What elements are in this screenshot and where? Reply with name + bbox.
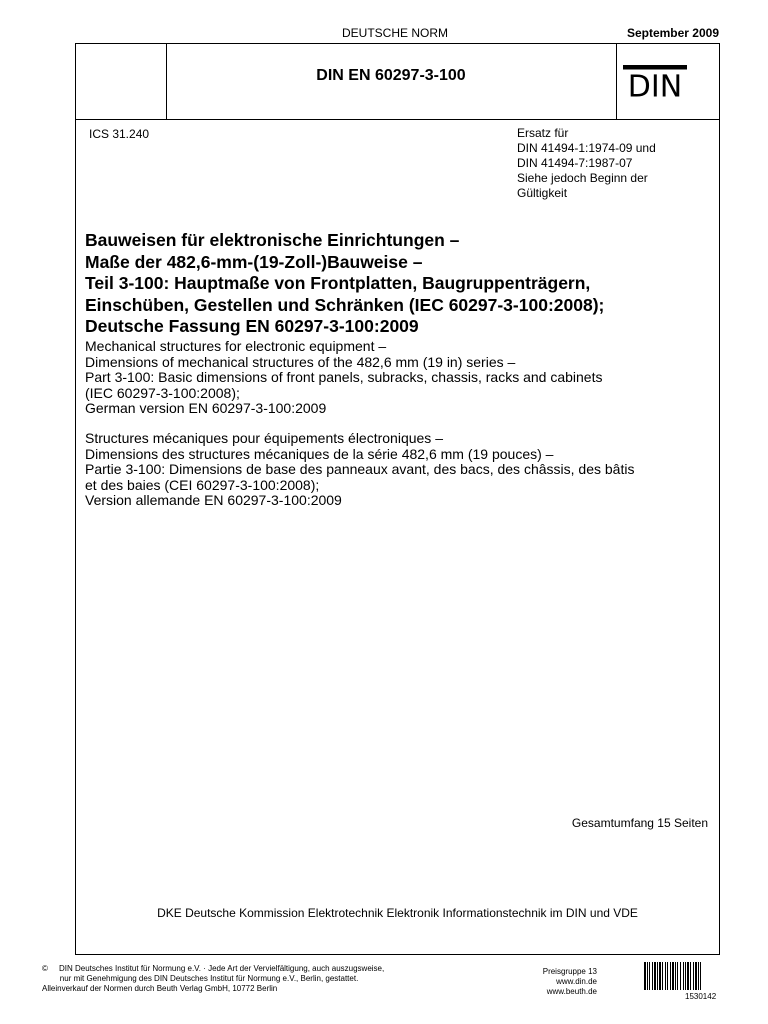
committee-name: DKE Deutsche Kommission Elektrotechnik Elektronik Informationstechnik im DIN und VDE	[157, 906, 638, 920]
barcode-bar	[652, 962, 653, 990]
title-german-line: Maße der 482,6-mm-(19-Zoll-)Bauweise –	[85, 251, 423, 272]
title-german	[85, 230, 710, 338]
title-english-line: Mechanical structures for electronic equipment –	[85, 338, 387, 354]
ics-code: ICS 31.240	[89, 127, 150, 141]
header-divider-right	[616, 43, 617, 119]
replacement-line: DIN 41494-1:1974-09 und	[517, 141, 656, 155]
title-french-line: Dimensions des structures mécaniques de la série 482,6 mm (19 pouces) –	[85, 445, 554, 462]
norm-type-label: DEUTSCHE NORM	[341, 26, 448, 40]
header-divider-bottom	[75, 119, 720, 120]
barcode-number: 1530142	[685, 992, 717, 1001]
barcode-bar	[698, 962, 699, 990]
title-french-line: Version allemande EN 60297-3-100:2009	[85, 492, 342, 508]
barcode-bar	[667, 962, 668, 990]
publication-date: September 2009	[626, 26, 719, 40]
barcode-bar	[644, 962, 646, 990]
title-english-line: Dimensions of mechanical structures of the 482,6 mm (19 in) series –	[85, 353, 516, 370]
copyright-line: © DIN Deutsches Institut für Normung e.V. · Jede Art der Vervielfältigung, auch auszugsweise,	[42, 964, 385, 973]
replacement-line: Gültigkeit	[517, 186, 568, 200]
barcode-bar	[662, 962, 663, 990]
title-german-line: Bauweisen für elektronische Einrichtungen –	[85, 230, 460, 250]
price-group	[543, 967, 597, 997]
barcode-bar	[700, 962, 701, 990]
total-pages: Gesamtumfang 15 Seiten	[571, 816, 708, 830]
beuth-website: www.beuth.de	[546, 987, 597, 996]
replacement-line: DIN 41494-7:1987-07	[517, 156, 633, 170]
standard-number: DIN EN 60297-3-100	[316, 67, 466, 84]
barcode	[643, 962, 719, 990]
replacement-line: Siehe jedoch Beginn der	[517, 171, 648, 185]
barcode-bar	[654, 962, 656, 990]
barcode-bar	[685, 962, 686, 990]
title-french-line: Partie 3-100: Dimensions de base des panneaux avant, des bacs, des châssis, des bâtis	[85, 461, 635, 477]
barcode-bar	[657, 962, 658, 990]
title-french	[85, 431, 715, 509]
copyright-line: Alleinverkauf der Normen durch Beuth Verlag GmbH, 10772 Berlin	[42, 984, 278, 993]
barcode-bar	[693, 962, 694, 990]
title-french-line: et des baies (CEI 60297-3-100:2008);	[85, 476, 320, 493]
barcode-bar	[649, 962, 650, 990]
replacement-line: Ersatz für	[517, 126, 569, 140]
copyright-notice	[42, 964, 384, 994]
barcode-bar	[695, 962, 697, 990]
barcode-bar	[647, 962, 648, 990]
barcode-bar	[683, 962, 684, 990]
title-english-line: German version EN 60297-3-100:2009	[85, 400, 327, 416]
din-logo	[623, 65, 687, 98]
title-english-line: (IEC 60297-3-100:2008);	[85, 384, 240, 401]
barcode-bar	[672, 962, 674, 990]
barcode-bar	[675, 962, 676, 990]
barcode-bar	[690, 962, 691, 990]
title-german-line: Teil 3-100: Hauptmaße von Frontplatten, Baugruppenträgern,	[85, 273, 591, 293]
title-english-line: Part 3-100: Basic dimensions of front panels, subracks, chassis, racks and cabinets	[85, 369, 603, 385]
barcode-bar	[670, 962, 671, 990]
barcode-bar	[659, 962, 661, 990]
barcode-bar	[680, 962, 681, 990]
title-german-line: Einschüben, Gestellen und Schränken (IEC 60297-3-100:2008);	[85, 294, 605, 315]
barcode-bar	[665, 962, 666, 990]
din-website: www.din.de	[556, 977, 597, 986]
title-english	[85, 339, 710, 417]
replacement-note	[517, 126, 656, 201]
title-french-line: Structures mécaniques pour équipements électroniques –	[85, 430, 443, 446]
barcode-bar	[687, 962, 689, 990]
title-german-line: Deutsche Fassung EN 60297-3-100:2009	[85, 316, 419, 336]
price-group-label: Preisgruppe 13	[542, 967, 597, 976]
din-logo-text: DIN	[627, 69, 683, 98]
copyright-line: nur mit Genehmigung des DIN Deutsches Institut für Normung e.V., Berlin, gestattet.	[42, 974, 359, 983]
barcode-bar	[677, 962, 678, 990]
